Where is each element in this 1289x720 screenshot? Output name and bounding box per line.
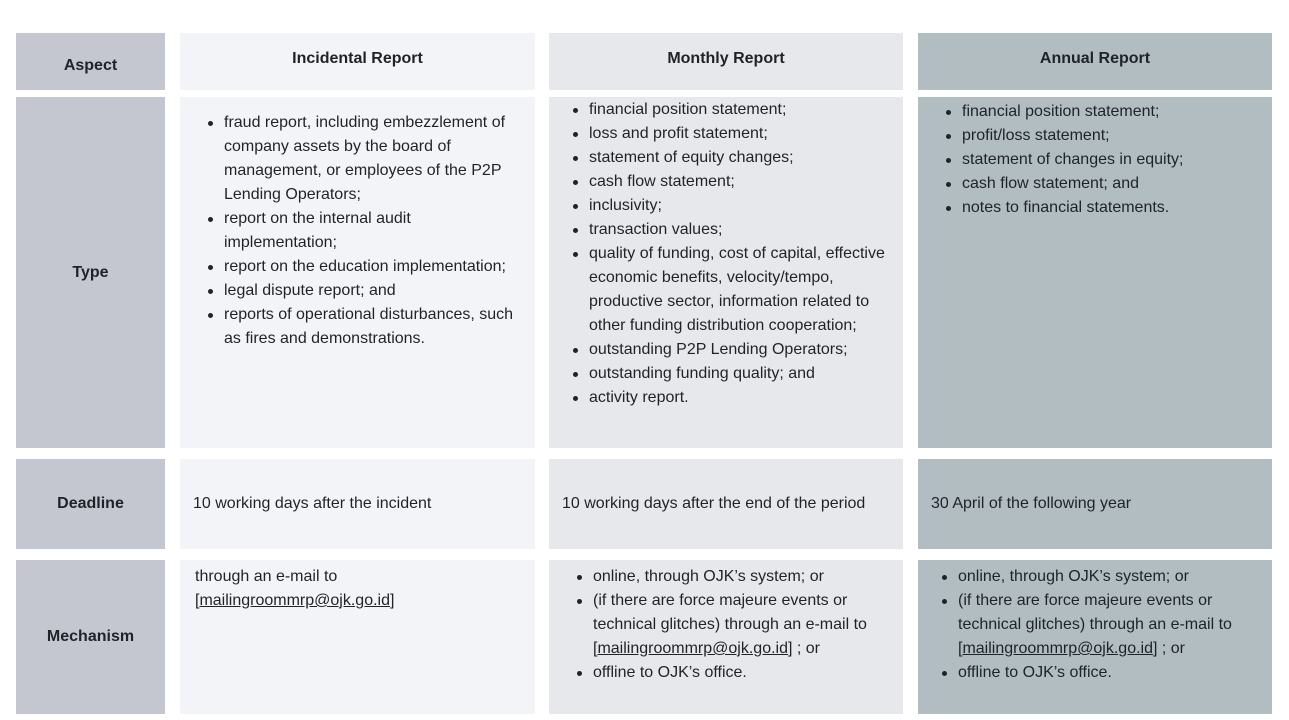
list-item: notes to financial statements. bbox=[962, 196, 1258, 220]
list-item: outstanding funding quality; and bbox=[589, 362, 887, 386]
list-item: financial position statement; bbox=[589, 98, 887, 122]
mechanism-text: (if there are force majeure events or technical glitches) through an e-mail to bbox=[958, 592, 1232, 633]
list-item: transaction values; bbox=[589, 218, 887, 242]
email-link[interactable]: mailingroommrp@ojk.go.id bbox=[597, 640, 788, 657]
type-monthly-cell bbox=[549, 97, 903, 448]
mechanism-text-suffix: ; or bbox=[1157, 640, 1185, 657]
list-item bbox=[958, 589, 1258, 661]
bracket-close: ] bbox=[787, 640, 793, 657]
list-item: online, through OJK’s system; or bbox=[958, 565, 1258, 589]
header-annual-report: Annual Report bbox=[918, 33, 1272, 90]
list-item: reports of operational disturbances, such as fires and demonstrations. bbox=[224, 303, 521, 351]
deadline-monthly: 10 working days after the end of the period bbox=[549, 459, 903, 549]
list-item: statement of changes in equity; bbox=[962, 148, 1258, 172]
bracket-open: [ bbox=[593, 640, 598, 657]
list-item: report on the internal audit implementation; bbox=[224, 207, 521, 255]
type-incidental-list bbox=[180, 111, 521, 351]
mechanism-incidental-email-line bbox=[195, 589, 521, 613]
list-item: fraud report, including embezzlement of company assets by the board of management, or employees of the P2P Lending Operators; bbox=[224, 111, 521, 207]
mechanism-annual-list bbox=[918, 565, 1258, 685]
list-item bbox=[593, 589, 889, 661]
bracket-close: ] bbox=[389, 592, 395, 609]
list-item: quality of funding, cost of capital, effective economic benefits, velocity/tempo, productive sector, information related to other funding distribution cooperation; bbox=[589, 242, 887, 338]
deadline-annual: 30 April of the following year bbox=[918, 459, 1272, 549]
list-item: online, through OJK’s system; or bbox=[593, 565, 889, 589]
email-link[interactable]: mailingroommrp@ojk.go.id bbox=[199, 592, 390, 609]
row-label-mechanism: Mechanism bbox=[16, 560, 165, 714]
list-item: cash flow statement; and bbox=[962, 172, 1258, 196]
mechanism-incidental-text: through an e-mail to bbox=[195, 568, 338, 585]
email-link[interactable]: mailingroommrp@ojk.go.id bbox=[962, 640, 1153, 657]
bracket-close: ] bbox=[1152, 640, 1158, 657]
list-item: offline to OJK’s office. bbox=[958, 661, 1258, 685]
header-incidental-report: Incidental Report bbox=[180, 33, 535, 90]
list-item: legal dispute report; and bbox=[224, 279, 521, 303]
header-monthly-report: Monthly Report bbox=[549, 33, 903, 90]
list-item: financial position statement; bbox=[962, 100, 1258, 124]
mechanism-annual-cell bbox=[918, 560, 1272, 714]
list-item: offline to OJK’s office. bbox=[593, 661, 889, 685]
header-aspect: Aspect bbox=[16, 33, 165, 90]
type-incidental-cell bbox=[180, 97, 535, 448]
type-annual-cell bbox=[918, 97, 1272, 448]
list-item: inclusivity; bbox=[589, 194, 887, 218]
type-annual-list bbox=[918, 100, 1258, 220]
bracket-open: [ bbox=[195, 592, 200, 609]
list-item: loss and profit statement; bbox=[589, 122, 887, 146]
list-item: report on the education implementation; bbox=[224, 255, 521, 279]
mechanism-incidental-cell bbox=[180, 560, 535, 714]
bracket-open: [ bbox=[958, 640, 963, 657]
mechanism-text-suffix: ; or bbox=[792, 640, 820, 657]
row-label-deadline: Deadline bbox=[16, 459, 165, 549]
list-item: statement of equity changes; bbox=[589, 146, 887, 170]
mechanism-text: (if there are force majeure events or technical glitches) through an e-mail to bbox=[593, 592, 867, 633]
row-label-type: Type bbox=[16, 97, 165, 448]
list-item: profit/loss statement; bbox=[962, 124, 1258, 148]
list-item: outstanding P2P Lending Operators; bbox=[589, 338, 887, 362]
list-item: cash flow statement; bbox=[589, 170, 887, 194]
mechanism-monthly-cell bbox=[549, 560, 903, 714]
mechanism-monthly-list bbox=[549, 565, 889, 685]
type-monthly-list bbox=[549, 98, 887, 410]
list-item: activity report. bbox=[589, 386, 887, 410]
deadline-incidental: 10 working days after the incident bbox=[180, 459, 535, 549]
